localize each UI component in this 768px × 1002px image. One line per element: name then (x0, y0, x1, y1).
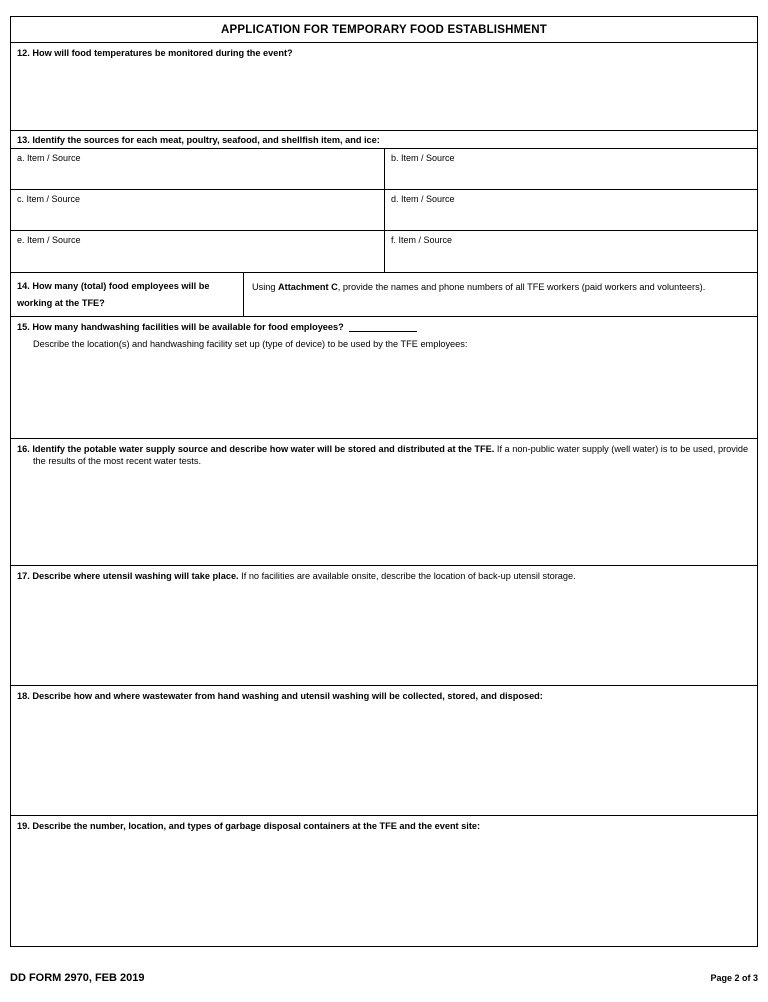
attachment-c-reference: Attachment C (278, 282, 338, 292)
item-source-cell-e[interactable] (11, 231, 385, 272)
item-source-cell-f[interactable] (385, 231, 757, 272)
question-14-note-suffix: , provide the names and phone numbers of all TFE workers (paid workers and volunteers). (337, 282, 706, 292)
section-question-12[interactable] (11, 43, 757, 131)
item-source-label-e: e. Item / Source (17, 235, 81, 245)
item-source-label-b: b. Item / Source (391, 153, 455, 163)
question-17-label (11, 566, 757, 582)
question-15-blank-input[interactable] (349, 331, 417, 332)
section-question-13 (11, 131, 757, 273)
question-16-label (11, 439, 757, 467)
footer-page-number: Page 2 of 3 (710, 973, 758, 983)
item-source-label-c: c. Item / Source (17, 194, 81, 204)
item-source-cell-c[interactable] (11, 190, 385, 230)
item-source-cell-a[interactable] (11, 149, 385, 189)
question-14-label-line1: 14. How many (total) food employees will be (17, 281, 210, 291)
section-question-15 (11, 317, 757, 439)
question-15-label-text: 15. How many handwashing facilities will be available for food employees? (17, 322, 344, 332)
section-question-17 (11, 566, 757, 686)
question-14-label-line2: working at the TFE? (17, 298, 105, 309)
form-title-band (11, 17, 757, 43)
section-question-16 (11, 439, 757, 566)
table-row (11, 149, 757, 190)
section-question-14 (11, 273, 757, 317)
form-frame (10, 16, 758, 947)
table-row (11, 190, 757, 231)
page-title: APPLICATION FOR TEMPORARY FOOD ESTABLISHMENT (221, 23, 547, 36)
question-15-label (11, 317, 757, 333)
question-17-label-bold: 17. Describe where utensil washing will take place. (17, 571, 239, 581)
item-source-cell-b[interactable] (385, 149, 757, 189)
table-row (11, 231, 757, 272)
question-19-label: 19. Describe the number, location, and types of garbage disposal containers at the TFE and the event site: (17, 821, 481, 831)
item-source-label-a: a. Item / Source (17, 153, 81, 163)
section-question-18 (11, 686, 757, 816)
item-source-label-f: f. Item / Source (391, 235, 453, 245)
question-14-note-prefix: Using (252, 282, 279, 292)
question-18-label: 18. Describe how and where wastewater from hand washing and utensil washing will be collected, stored, and disposed: (17, 691, 543, 701)
question-15-sub-label: Describe the location(s) and handwashing facility set up (type of device) to be used by the TFE employees: (33, 339, 468, 350)
question-13-label: 13. Identify the sources for each meat, poultry, seafood, and shellfish item, and ice: (17, 135, 380, 145)
footer-form-id: DD FORM 2970, FEB 2019 (10, 972, 145, 984)
question-14-label-cell[interactable] (11, 273, 244, 316)
form-footer (10, 972, 758, 984)
question-17-label-regular: If no facilities are available onsite, describe the location of back-up utensil storage. (238, 571, 576, 581)
question-12-label: 12. How will food temperatures be monitored during the event? (17, 48, 293, 58)
section-question-19 (11, 816, 757, 946)
question-13-header (11, 131, 757, 149)
question-14-note-cell (244, 273, 757, 316)
item-source-label-d: d. Item / Source (391, 194, 455, 204)
question-16-label-regular: If a non-public water supply (well water) is to be used, provide the results of the most recent water tests. (33, 444, 749, 467)
question-16-label-bold: 16. Identify the potable water supply source and describe how water will be stored and distributed at the TFE. (17, 444, 495, 454)
item-source-cell-d[interactable] (385, 190, 757, 230)
